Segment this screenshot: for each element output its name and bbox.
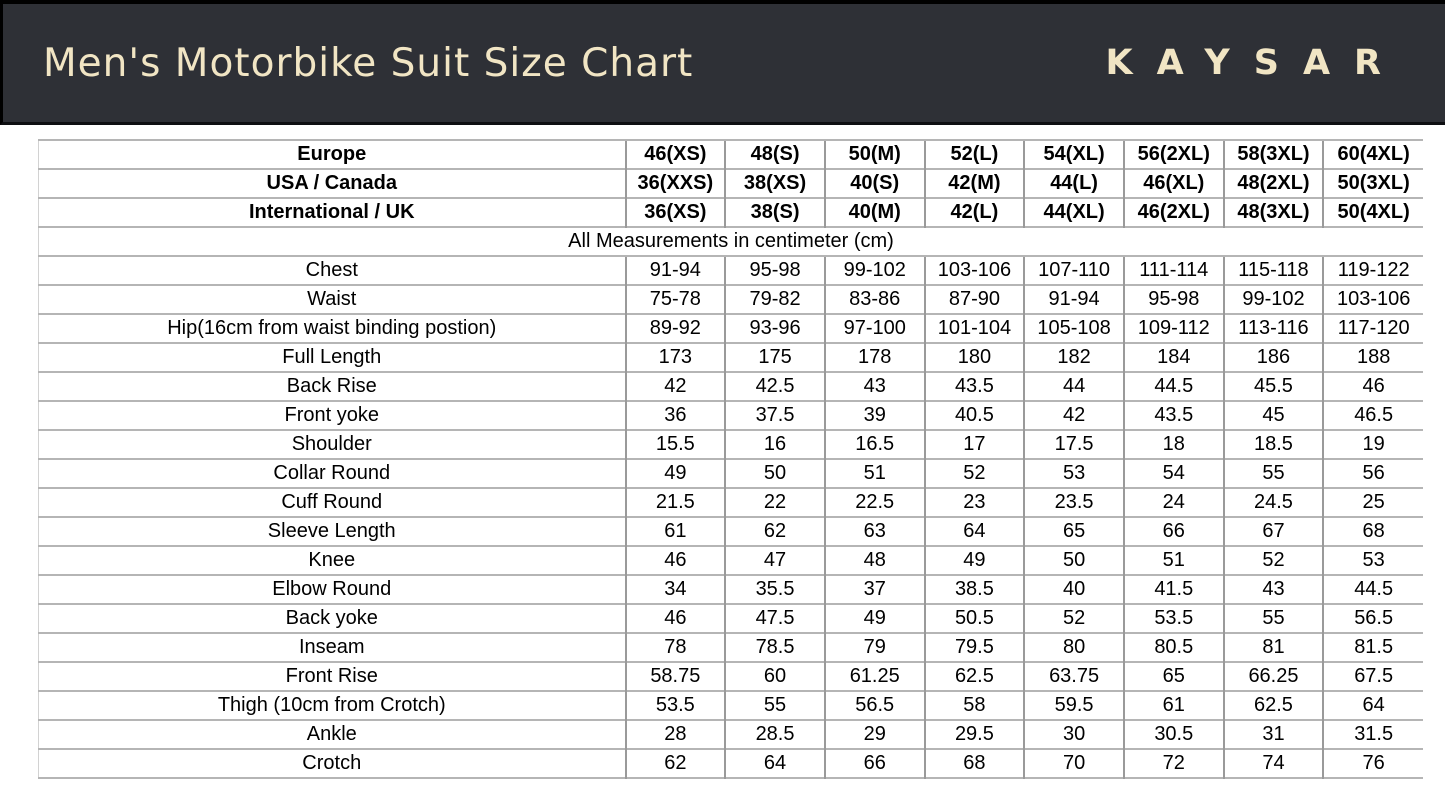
measurement-cell: 56.5 [825, 691, 925, 720]
measurement-cell: 178 [825, 343, 925, 372]
measurement-cell: 16.5 [825, 430, 925, 459]
measurement-cell: 46 [626, 604, 726, 633]
measurement-cell: 31 [1224, 720, 1324, 749]
measurement-label: Collar Round [39, 459, 626, 488]
measurement-cell: 103-106 [1323, 285, 1423, 314]
measurement-cell: 55 [725, 691, 825, 720]
measurement-cell: 87-90 [925, 285, 1025, 314]
measurement-cell: 43.5 [1124, 401, 1224, 430]
measurement-cell: 62.5 [925, 662, 1025, 691]
size-cell: 44(L) [1024, 169, 1124, 198]
measurement-cell: 18.5 [1224, 430, 1324, 459]
measurement-cell: 99-102 [825, 256, 925, 285]
measurement-cell: 188 [1323, 343, 1423, 372]
measurement-cell: 52 [1024, 604, 1124, 633]
measurement-cell: 99-102 [1224, 285, 1324, 314]
measurement-cell: 105-108 [1024, 314, 1124, 343]
measurement-cell: 117-120 [1323, 314, 1423, 343]
measurement-row [39, 285, 1424, 314]
measurement-cell: 68 [925, 749, 1025, 778]
measurement-cell: 47.5 [725, 604, 825, 633]
measurement-cell: 16 [725, 430, 825, 459]
measurement-cell: 53.5 [1124, 604, 1224, 633]
measurement-cell: 46 [1323, 372, 1423, 401]
measurement-cell: 115-118 [1224, 256, 1324, 285]
measurement-cell: 80 [1024, 633, 1124, 662]
measurement-row [39, 633, 1424, 662]
measurement-cell: 53.5 [626, 691, 726, 720]
size-cell: 36(XS) [626, 198, 726, 227]
measurement-cell: 40.5 [925, 401, 1025, 430]
header-bar [0, 0, 1445, 125]
measurement-cell: 45.5 [1224, 372, 1324, 401]
measurement-cell: 119-122 [1323, 256, 1423, 285]
measurement-cell: 21.5 [626, 488, 726, 517]
measurement-cell: 43.5 [925, 372, 1025, 401]
measurement-cell: 62.5 [1224, 691, 1324, 720]
measurement-cell: 37.5 [725, 401, 825, 430]
measurement-row [39, 749, 1424, 778]
measurement-row [39, 575, 1424, 604]
size-cell: 48(3XL) [1224, 198, 1324, 227]
size-system-label: International / UK [39, 198, 626, 227]
measurement-cell: 78 [626, 633, 726, 662]
measurement-cell: 34 [626, 575, 726, 604]
measurement-cell: 95-98 [1124, 285, 1224, 314]
measurement-cell: 43 [825, 372, 925, 401]
measurement-cell: 37 [825, 575, 925, 604]
measurement-cell: 29.5 [925, 720, 1025, 749]
measurement-label: Ankle [39, 720, 626, 749]
measurement-cell: 56 [1323, 459, 1423, 488]
measurement-label: Chest [39, 256, 626, 285]
measurement-cell: 97-100 [825, 314, 925, 343]
measurement-cell: 180 [925, 343, 1025, 372]
size-cell: 38(S) [725, 198, 825, 227]
measurement-cell: 66 [825, 749, 925, 778]
measurement-label: Front yoke [39, 401, 626, 430]
measurement-label: Crotch [39, 749, 626, 778]
measurement-cell: 64 [725, 749, 825, 778]
measurement-cell: 63.75 [1024, 662, 1124, 691]
size-chart-table [38, 139, 1423, 779]
brand-logo: KAYSAR [1105, 43, 1405, 83]
measurement-cell: 76 [1323, 749, 1423, 778]
measurement-row [39, 256, 1424, 285]
measurement-cell: 49 [925, 546, 1025, 575]
measurement-cell: 46.5 [1323, 401, 1423, 430]
measurement-label: Back Rise [39, 372, 626, 401]
measurement-cell: 79 [825, 633, 925, 662]
measurement-cell: 65 [1024, 517, 1124, 546]
measurement-cell: 66.25 [1224, 662, 1324, 691]
measurement-cell: 17.5 [1024, 430, 1124, 459]
measurement-cell: 175 [725, 343, 825, 372]
measurement-cell: 56.5 [1323, 604, 1423, 633]
measurement-cell: 44.5 [1124, 372, 1224, 401]
measurement-label: Knee [39, 546, 626, 575]
measurement-cell: 74 [1224, 749, 1324, 778]
measurement-cell: 45 [1224, 401, 1324, 430]
measurement-cell: 50 [1024, 546, 1124, 575]
measurement-label: Thigh (10cm from Crotch) [39, 691, 626, 720]
size-cell: 54(XL) [1024, 140, 1124, 169]
size-system-row [39, 169, 1424, 198]
unit-note-row [39, 227, 1424, 256]
measurement-cell: 54 [1124, 459, 1224, 488]
measurement-cell: 49 [626, 459, 726, 488]
measurement-cell: 42 [626, 372, 726, 401]
measurement-cell: 93-96 [725, 314, 825, 343]
size-cell: 42(L) [925, 198, 1025, 227]
measurement-cell: 81.5 [1323, 633, 1423, 662]
measurement-cell: 49 [825, 604, 925, 633]
measurement-row [39, 372, 1424, 401]
measurement-cell: 28.5 [725, 720, 825, 749]
measurement-cell: 50 [725, 459, 825, 488]
size-system-label: Europe [39, 140, 626, 169]
measurement-cell: 67 [1224, 517, 1324, 546]
measurement-row [39, 546, 1424, 575]
measurement-cell: 28 [626, 720, 726, 749]
measurement-label: Sleeve Length [39, 517, 626, 546]
measurement-label: Front Rise [39, 662, 626, 691]
measurement-cell: 79.5 [925, 633, 1025, 662]
measurement-cell: 182 [1024, 343, 1124, 372]
measurement-cell: 52 [925, 459, 1025, 488]
measurement-cell: 79-82 [725, 285, 825, 314]
size-cell: 38(XS) [725, 169, 825, 198]
measurement-cell: 64 [1323, 691, 1423, 720]
measurement-cell: 51 [1124, 546, 1224, 575]
measurement-cell: 23 [925, 488, 1025, 517]
measurement-row [39, 604, 1424, 633]
measurement-cell: 58.75 [626, 662, 726, 691]
measurement-cell: 55 [1224, 604, 1324, 633]
measurement-label: Hip(16cm from waist binding postion) [39, 314, 626, 343]
measurement-cell: 52 [1224, 546, 1324, 575]
measurement-cell: 60 [725, 662, 825, 691]
measurement-cell: 23.5 [1024, 488, 1124, 517]
measurement-label: Full Length [39, 343, 626, 372]
measurement-cell: 62 [626, 749, 726, 778]
page-title: Men's Motorbike Suit Size Chart [43, 40, 694, 86]
measurement-cell: 42.5 [725, 372, 825, 401]
size-cell: 42(M) [925, 169, 1025, 198]
size-cell: 46(XL) [1124, 169, 1224, 198]
measurement-cell: 51 [825, 459, 925, 488]
size-cell: 52(L) [925, 140, 1025, 169]
measurement-cell: 58 [925, 691, 1025, 720]
measurement-cell: 173 [626, 343, 726, 372]
size-cell: 58(3XL) [1224, 140, 1324, 169]
measurement-cell: 91-94 [626, 256, 726, 285]
measurement-row [39, 343, 1424, 372]
measurement-cell: 89-92 [626, 314, 726, 343]
measurement-cell: 22.5 [825, 488, 925, 517]
measurement-cell: 83-86 [825, 285, 925, 314]
measurement-cell: 107-110 [1024, 256, 1124, 285]
measurement-cell: 24 [1124, 488, 1224, 517]
size-cell: 46(XS) [626, 140, 726, 169]
size-cell: 60(4XL) [1323, 140, 1423, 169]
measurement-cell: 61 [1124, 691, 1224, 720]
measurement-cell: 24.5 [1224, 488, 1324, 517]
measurement-row [39, 488, 1424, 517]
measurement-label: Inseam [39, 633, 626, 662]
measurement-cell: 40 [1024, 575, 1124, 604]
measurement-cell: 59.5 [1024, 691, 1124, 720]
measurement-cell: 30.5 [1124, 720, 1224, 749]
measurement-cell: 65 [1124, 662, 1224, 691]
measurement-row [39, 720, 1424, 749]
measurement-cell: 64 [925, 517, 1025, 546]
measurement-cell: 38.5 [925, 575, 1025, 604]
measurement-cell: 95-98 [725, 256, 825, 285]
measurement-unit-note: All Measurements in centimeter (cm) [39, 227, 1424, 256]
measurement-cell: 25 [1323, 488, 1423, 517]
measurement-cell: 81 [1224, 633, 1324, 662]
measurement-cell: 22 [725, 488, 825, 517]
measurement-cell: 63 [825, 517, 925, 546]
measurement-cell: 103-106 [925, 256, 1025, 285]
measurement-cell: 67.5 [1323, 662, 1423, 691]
measurement-cell: 44 [1024, 372, 1124, 401]
measurement-cell: 50.5 [925, 604, 1025, 633]
size-system-label: USA / Canada [39, 169, 626, 198]
measurement-cell: 72 [1124, 749, 1224, 778]
measurement-cell: 70 [1024, 749, 1124, 778]
size-cell: 46(2XL) [1124, 198, 1224, 227]
measurement-cell: 53 [1024, 459, 1124, 488]
measurement-row [39, 662, 1424, 691]
measurement-cell: 78.5 [725, 633, 825, 662]
measurement-row [39, 401, 1424, 430]
size-cell: 56(2XL) [1124, 140, 1224, 169]
measurement-cell: 39 [825, 401, 925, 430]
measurement-cell: 48 [825, 546, 925, 575]
measurement-cell: 17 [925, 430, 1025, 459]
measurement-cell: 91-94 [1024, 285, 1124, 314]
measurement-cell: 113-116 [1224, 314, 1324, 343]
measurement-cell: 44.5 [1323, 575, 1423, 604]
measurement-cell: 80.5 [1124, 633, 1224, 662]
measurement-cell: 19 [1323, 430, 1423, 459]
measurement-label: Elbow Round [39, 575, 626, 604]
measurement-cell: 47 [725, 546, 825, 575]
measurement-cell: 186 [1224, 343, 1324, 372]
measurement-cell: 62 [725, 517, 825, 546]
measurement-cell: 42 [1024, 401, 1124, 430]
measurement-cell: 111-114 [1124, 256, 1224, 285]
size-cell: 50(3XL) [1323, 169, 1423, 198]
size-cell: 48(2XL) [1224, 169, 1324, 198]
measurement-cell: 184 [1124, 343, 1224, 372]
measurement-cell: 41.5 [1124, 575, 1224, 604]
size-system-row [39, 140, 1424, 169]
size-cell: 44(XL) [1024, 198, 1124, 227]
size-cell: 40(S) [825, 169, 925, 198]
size-cell: 50(M) [825, 140, 925, 169]
measurement-cell: 66 [1124, 517, 1224, 546]
measurement-cell: 31.5 [1323, 720, 1423, 749]
size-cell: 36(XXS) [626, 169, 726, 198]
size-system-row [39, 198, 1424, 227]
measurement-cell: 75-78 [626, 285, 726, 314]
measurement-cell: 53 [1323, 546, 1423, 575]
measurement-row [39, 314, 1424, 343]
measurement-cell: 55 [1224, 459, 1324, 488]
measurement-cell: 36 [626, 401, 726, 430]
measurement-row [39, 430, 1424, 459]
measurement-cell: 43 [1224, 575, 1324, 604]
size-cell: 48(S) [725, 140, 825, 169]
measurement-label: Waist [39, 285, 626, 314]
measurement-row [39, 691, 1424, 720]
measurement-cell: 18 [1124, 430, 1224, 459]
measurement-label: Shoulder [39, 430, 626, 459]
size-cell: 50(4XL) [1323, 198, 1423, 227]
measurement-label: Cuff Round [39, 488, 626, 517]
measurement-cell: 30 [1024, 720, 1124, 749]
measurement-cell: 61.25 [825, 662, 925, 691]
measurement-cell: 61 [626, 517, 726, 546]
measurement-cell: 15.5 [626, 430, 726, 459]
measurement-cell: 35.5 [725, 575, 825, 604]
measurement-row [39, 517, 1424, 546]
measurement-row [39, 459, 1424, 488]
measurement-cell: 46 [626, 546, 726, 575]
measurement-cell: 29 [825, 720, 925, 749]
measurement-cell: 109-112 [1124, 314, 1224, 343]
measurement-cell: 101-104 [925, 314, 1025, 343]
measurement-label: Back yoke [39, 604, 626, 633]
measurement-cell: 68 [1323, 517, 1423, 546]
size-cell: 40(M) [825, 198, 925, 227]
